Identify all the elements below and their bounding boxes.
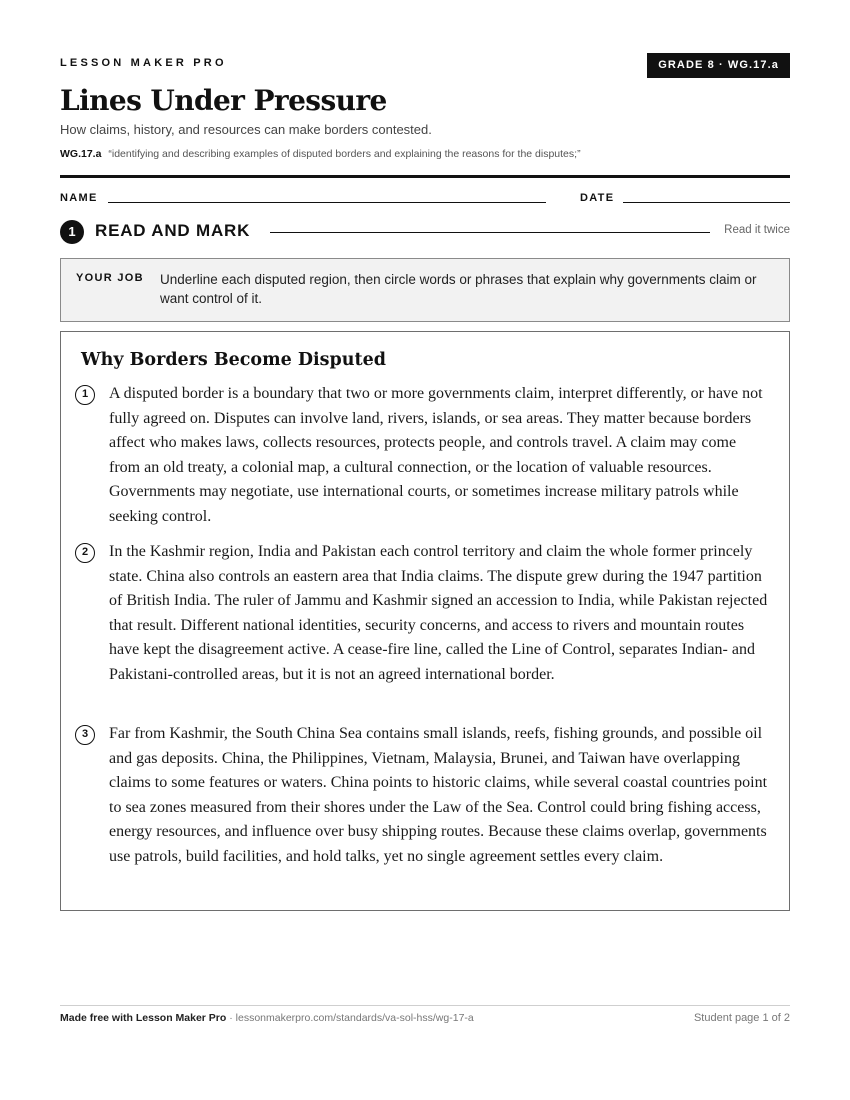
worksheet-page [60,0,790,1100]
paragraph-text: A disputed border is a boundary that two or more governments claim, interpret differently, or have not fully agreed on. Disputes can involve land, rivers, islands, or sea areas. They matter because borders affect who makes laws, collects resources, protects people, and controls travel. A claim may come from an old treaty, a colonial map, a cultural connection, or the location of valuable resources. Governments may negotiate, use international courts, or sometimes increase military patrols while seeking control. [109,385,763,525]
header-divider [60,175,790,178]
paragraph-text: Far from Kashmir, the South China Sea contains small islands, reefs, fishing grounds, and possible oil and gas deposits. China, the Philippines, Vietnam, Malaysia, Brunei, and Taiwan have overlapping claims to some features or waters. China points to historic claims, while several coastal countries point to sea zones measured from their shores under the Law of the Sea. Control could bring fishing access, energy resources, and influence over busy shipping routes. Because these claims overlap, governments use patrols, build facilities, and hold talks, yet no single agreement settles every claim. [109,725,768,865]
footer-url[interactable]: · lessonmakerpro.com/standards/va-sol-hss/wg-17-a [226,1012,474,1024]
page-subtitle: How claims, history, and resources can make borders contested. [60,122,432,137]
section-divider [270,232,710,233]
footer-divider [60,1005,790,1006]
reading-title: Why Borders Become Disputed [81,350,386,370]
name-label: NAME [60,192,98,204]
instructions-label: YOUR JOB [76,272,144,284]
footer-made-with: Made free with Lesson Maker Pro [60,1012,227,1024]
section-note: Read it twice [724,224,790,236]
section-number-badge: 1 [60,220,84,244]
paragraph-text: In the Kashmir region, India and Pakistan each control territory and claim the whole former princely state. China also controls an eastern area that India claims. The dispute grew during the 1947 partition of British India. The ruler of Jammu and Kashmir signed an accession to India, while Pakistan rejected that result. Different national identities, security concerns, and access to rivers and mountain routes have kept the disagreement active. A cease-fire line, called the Line of Control, separates Indian- and Pakistani-controlled areas, but it is not an agreed international border. [109,543,768,683]
section-title: READ AND MARK [95,221,251,240]
brand-name: LESSON MAKER PRO [60,57,227,69]
instructions-text: Underline each disputed region, then circle words or phrases that explain why governments claim or want control of it. [160,272,757,306]
date-label: DATE [580,192,615,204]
page-title: Lines Under Pressure [60,84,387,117]
page-indicator: Student page 1 of 2 [693,1012,790,1024]
grade-badge: GRADE 8 · WG.17.a [647,53,790,78]
paragraph-number: 3 [75,725,95,745]
paragraph-number: 1 [75,385,95,405]
footer-credit [60,1012,474,1024]
paragraph-number: 2 [75,543,95,563]
standard-code: WG.17.a [60,148,102,160]
date-field[interactable] [623,202,790,203]
standard-text: “identifying and describing examples of disputed borders and explaining the reasons for the disputes;” [108,148,581,160]
reading-passage [60,331,790,911]
standard-line [60,148,581,160]
instructions-box [60,258,790,322]
name-field[interactable] [108,202,546,203]
